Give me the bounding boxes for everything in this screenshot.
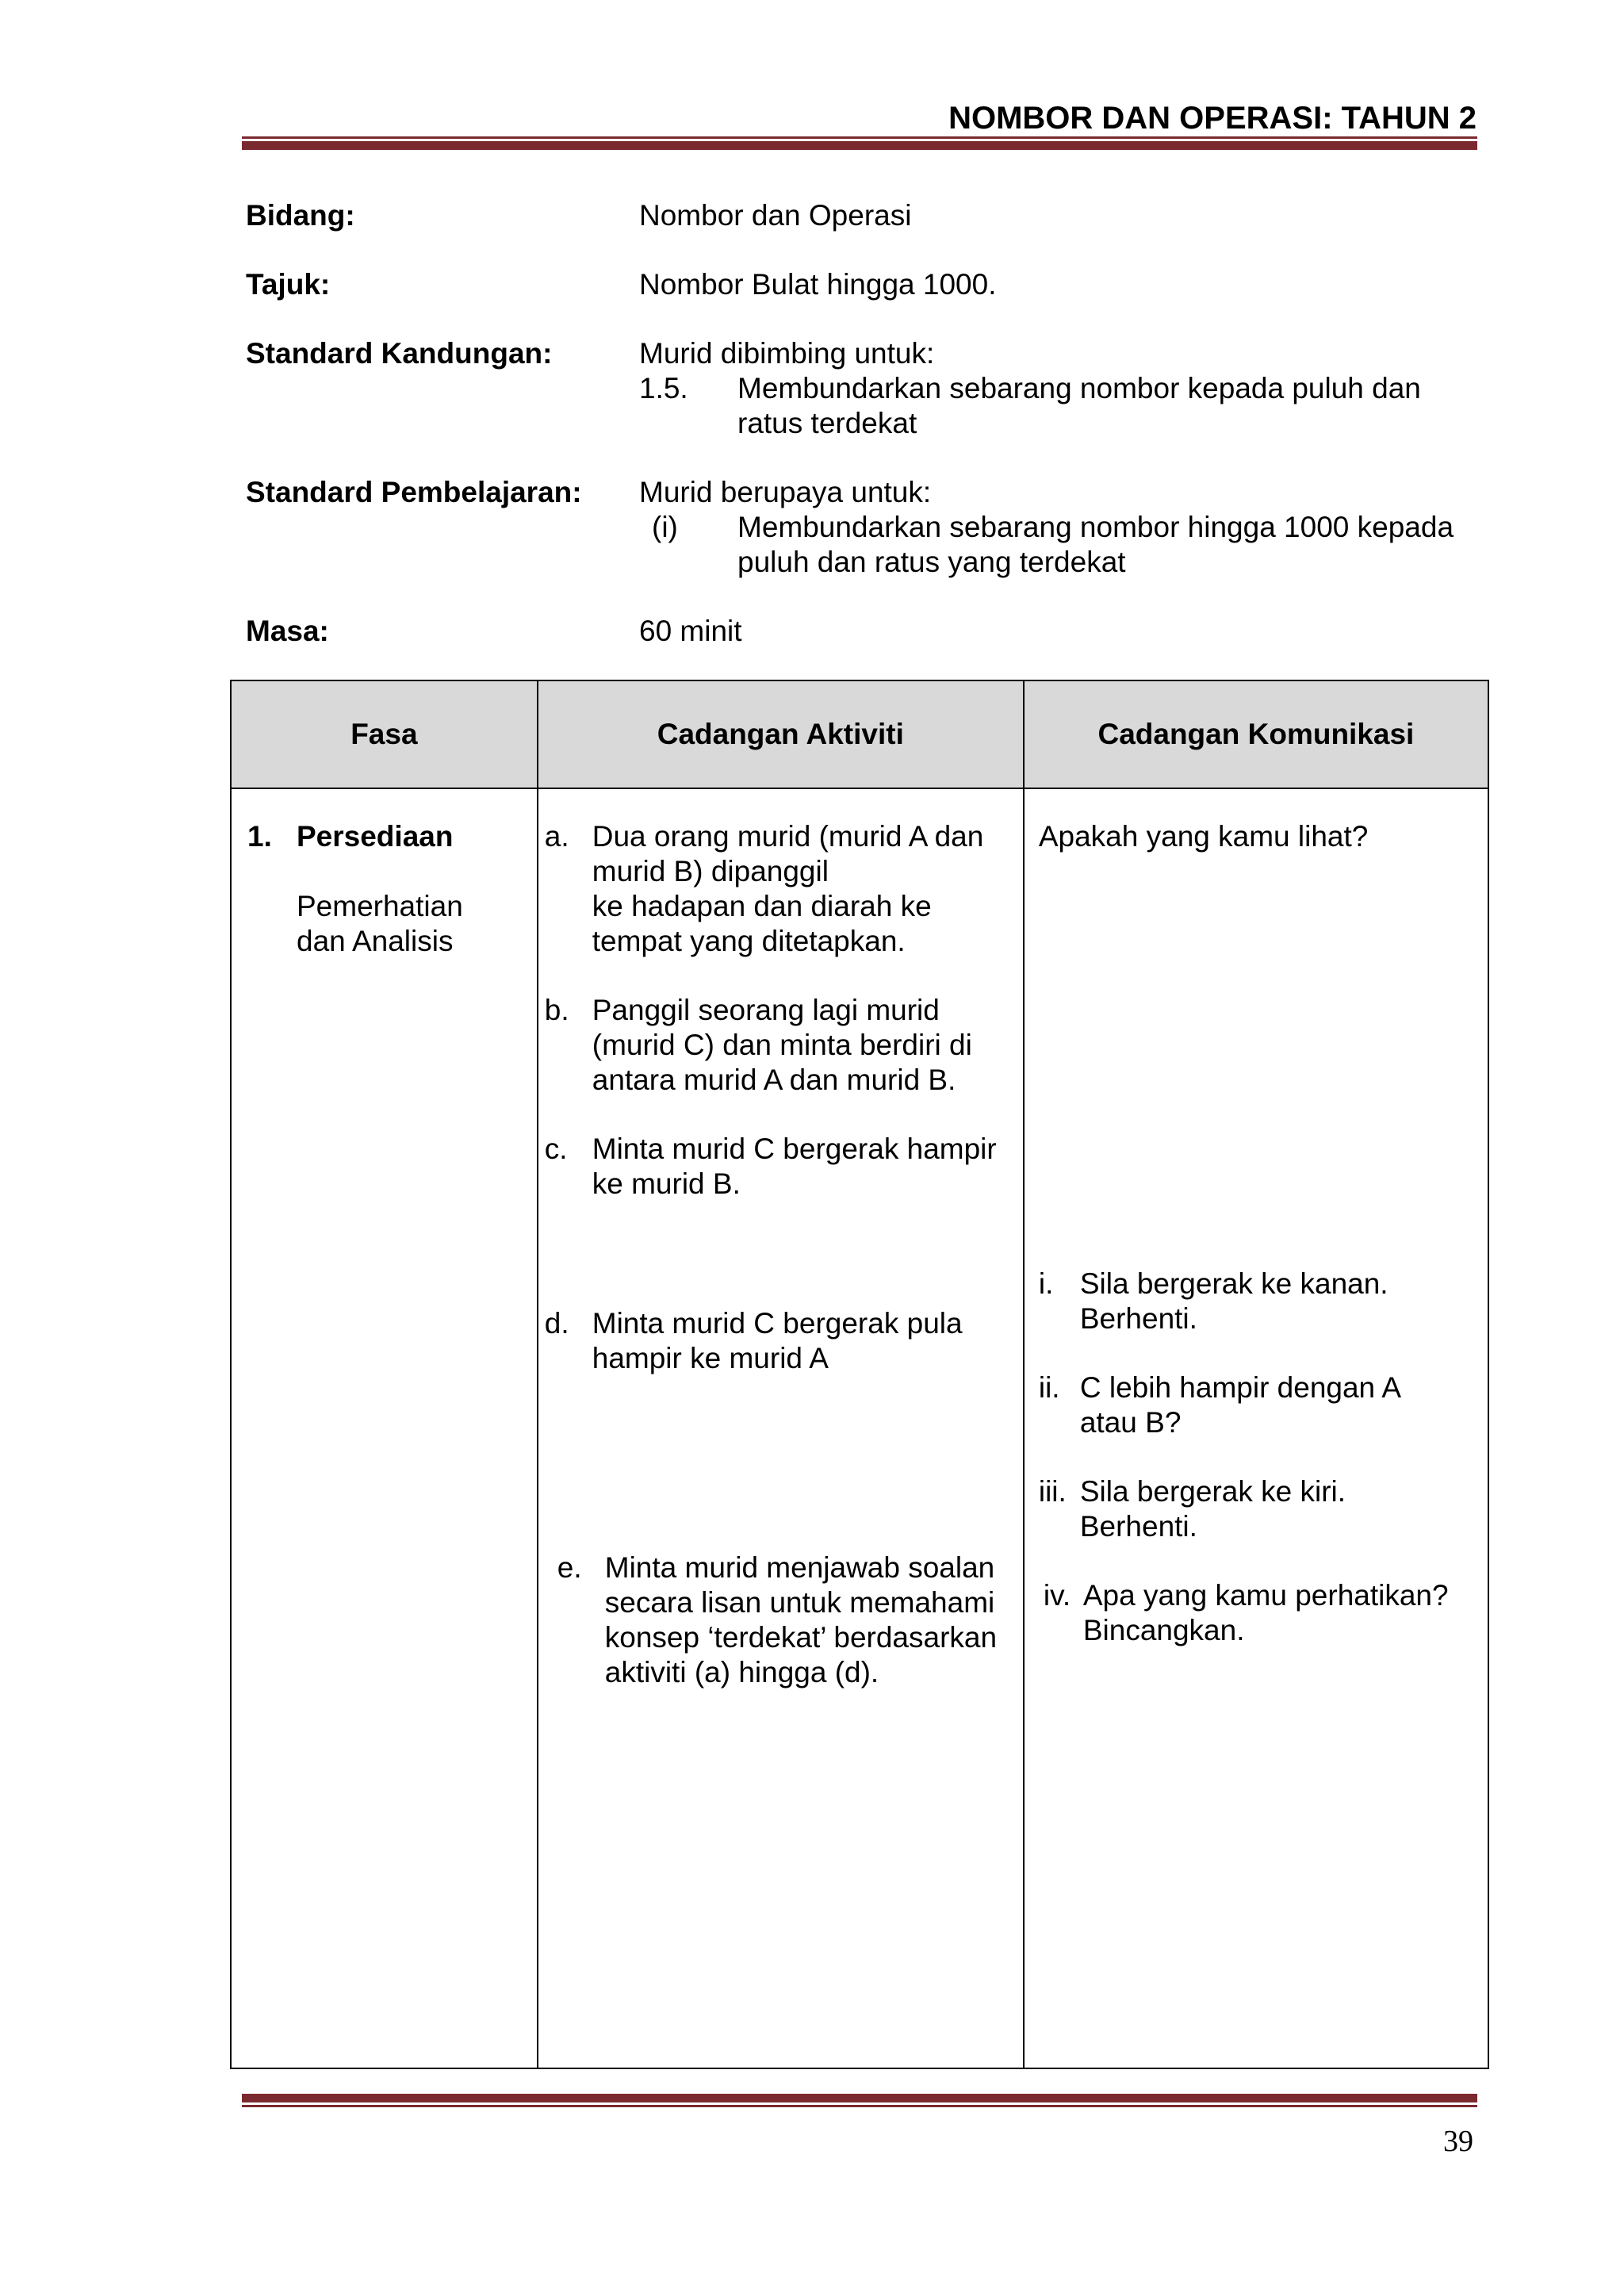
aktiviti-line: secara lisan untuk memahami [604, 1586, 995, 1619]
komunikasi-line: Sila bergerak ke kanan. [1079, 1267, 1388, 1300]
komunikasi-text [1080, 1370, 1401, 1440]
komunikasi-number: ii. [1038, 1371, 1060, 1404]
aktiviti-letter: d. [544, 1307, 569, 1340]
komunikasi-item-iv [1039, 1578, 1480, 1648]
header-rule-thin [242, 136, 1477, 139]
aktiviti-line: Dua orang murid (murid A dan [592, 820, 984, 853]
aktiviti-line: (murid C) dan minta berdiri di [592, 1029, 972, 1061]
standard-pembelajaran-line2: puluh dan ratus yang terdekat [737, 546, 1126, 578]
masa-value: 60 minit [639, 615, 742, 647]
aktiviti-line: konsep ‘terdekat’ berdasarkan [604, 1621, 998, 1654]
komunikasi-line: Berhenti. [1079, 1302, 1197, 1335]
fasa-cell [231, 788, 538, 2068]
info-row-bidang [246, 198, 1483, 233]
fasa-number: 1. [247, 820, 272, 853]
table-header-row [231, 680, 1488, 788]
komunikasi-cell [1024, 788, 1488, 2068]
tajuk-label: Tajuk: [246, 268, 331, 301]
komunikasi-number: iii. [1038, 1475, 1067, 1508]
aktiviti-item-e [545, 1550, 1015, 1690]
standard-kandungan-value [639, 336, 1483, 441]
footer-rule-thick [242, 2094, 1477, 2102]
aktiviti-line: hampir ke murid A [592, 1342, 829, 1374]
info-row-tajuk [246, 267, 1483, 302]
aktiviti-line: Minta murid C bergerak pula [592, 1307, 963, 1340]
aktiviti-line: aktiviti (a) hingga (d). [604, 1656, 879, 1688]
info-row-standard-pembelajaran [246, 475, 1483, 580]
standard-kandungan-num: 1.5. [639, 372, 688, 404]
standard-pembelajaran-value [639, 475, 1483, 580]
aktiviti-line: Minta murid C bergerak hampir [592, 1133, 997, 1165]
header-cadangan-komunikasi: Cadangan Komunikasi [1024, 680, 1488, 788]
komunikasi-item-iii [1039, 1474, 1480, 1544]
komunikasi-intro: Apakah yang kamu lihat? [1038, 820, 1369, 853]
komunikasi-line: C lebih hampir dengan A [1079, 1371, 1402, 1404]
aktiviti-item-a [545, 819, 1015, 959]
aktiviti-line: tempat yang ditetapkan. [592, 925, 906, 957]
page-number: 39 [1443, 2125, 1473, 2158]
fasa-title: Persediaan [297, 820, 454, 853]
aktiviti-text [592, 993, 972, 1098]
fasa-sub-line2: dan Analisis [297, 925, 454, 957]
header-cadangan-aktiviti: Cadangan Aktiviti [538, 680, 1024, 788]
table-row [231, 788, 1488, 2068]
aktiviti-cell [538, 788, 1024, 2068]
komunikasi-text [1080, 1474, 1346, 1544]
aktiviti-letter: b. [544, 994, 569, 1026]
standard-pembelajaran-label: Standard Pembelajaran: [246, 476, 582, 508]
standard-pembelajaran-num: (i) [652, 511, 678, 543]
komunikasi-item-i [1039, 1267, 1480, 1336]
standard-pembelajaran-line1: Membundarkan sebarang nombor hingga 1000 kepada [737, 511, 1454, 543]
standard-kandungan-item [639, 371, 1483, 441]
standard-kandungan-intro: Murid dibimbing untuk: [639, 337, 935, 370]
header-rule-thick [242, 141, 1477, 150]
komunikasi-text [1080, 1267, 1388, 1336]
aktiviti-letter: e. [557, 1551, 582, 1584]
info-row-masa [246, 614, 1483, 649]
aktiviti-letter: c. [544, 1133, 568, 1165]
aktiviti-line: murid B) dipanggil [592, 855, 829, 887]
fasa-sub-line1: Pemerhatian [297, 890, 463, 922]
footer-rule-thin [242, 2105, 1477, 2107]
standard-kandungan-label: Standard Kandungan: [246, 337, 553, 370]
aktiviti-text [592, 1306, 963, 1376]
aktiviti-line: ke hadapan dan diarah ke [592, 890, 932, 922]
aktiviti-text [605, 1550, 997, 1690]
komunikasi-line: atau B? [1079, 1406, 1182, 1439]
masa-label: Masa: [246, 615, 329, 647]
info-row-standard-kandungan [246, 336, 1483, 441]
aktiviti-text [592, 1132, 997, 1202]
komunikasi-line: Berhenti. [1079, 1510, 1197, 1543]
footer-rule [242, 2094, 1477, 2107]
komunikasi-item-ii [1039, 1370, 1480, 1440]
aktiviti-line: ke murid B. [592, 1167, 741, 1200]
fasa-heading [247, 819, 529, 854]
standard-kandungan-line2: ratus terdekat [737, 407, 917, 439]
lesson-plan-table [230, 680, 1489, 2069]
standard-kandungan-line1: Membundarkan sebarang nombor kepada puluh dan [737, 372, 1421, 404]
standard-pembelajaran-text [737, 510, 1454, 580]
komunikasi-line: Apa yang kamu perhatikan? [1082, 1579, 1449, 1612]
bidang-value: Nombor dan Operasi [639, 199, 912, 232]
komunikasi-number: iv. [1043, 1579, 1071, 1612]
standard-pembelajaran-item [639, 510, 1483, 580]
komunikasi-line: Sila bergerak ke kiri. [1079, 1475, 1346, 1508]
lesson-info [246, 198, 1483, 649]
aktiviti-letter: a. [544, 820, 569, 853]
aktiviti-line: antara murid A dan murid B. [592, 1064, 956, 1096]
tajuk-value: Nombor Bulat hingga 1000. [639, 268, 997, 301]
komunikasi-number: i. [1038, 1267, 1054, 1300]
aktiviti-line: Panggil seorang lagi murid [592, 994, 940, 1026]
fasa-subtitle [247, 889, 529, 959]
header-fasa: Fasa [231, 680, 538, 788]
aktiviti-text [592, 819, 984, 959]
page-header-title: NOMBOR DAN OPERASI: TAHUN 2 [948, 101, 1477, 136]
bidang-label: Bidang: [246, 199, 355, 232]
aktiviti-item-b [545, 993, 1015, 1098]
komunikasi-text [1083, 1578, 1449, 1648]
header-rule [242, 136, 1477, 150]
aktiviti-line: Minta murid menjawab soalan [604, 1551, 995, 1584]
standard-kandungan-text [737, 371, 1421, 441]
standard-pembelajaran-intro: Murid berupaya untuk: [639, 476, 932, 508]
komunikasi-line: Bincangkan. [1082, 1614, 1245, 1646]
aktiviti-item-c [545, 1132, 1015, 1202]
aktiviti-item-d [545, 1306, 1015, 1376]
